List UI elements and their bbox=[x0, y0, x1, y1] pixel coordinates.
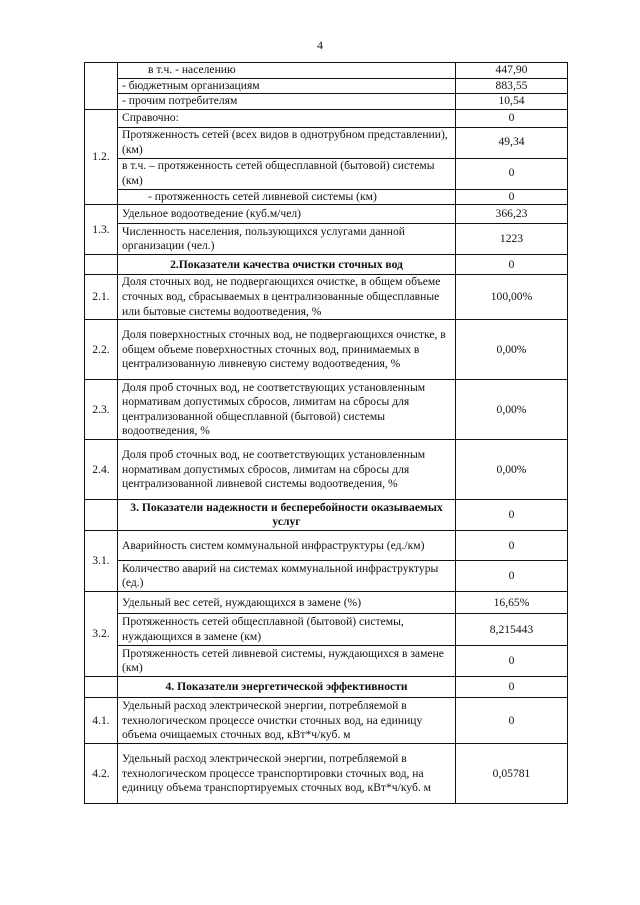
row-value-cell: 1223 bbox=[456, 224, 568, 255]
row-value-cell: 0 bbox=[456, 500, 568, 531]
row-value-cell: 0 bbox=[456, 677, 568, 698]
row-value-cell: 0 bbox=[456, 646, 568, 677]
row-number-cell: 1.3. bbox=[85, 205, 118, 255]
indicators-table bbox=[84, 62, 568, 804]
row-value-cell: 883,55 bbox=[456, 78, 568, 94]
row-name-cell: Доля проб сточных вод, не соответствующих установленным нормативам допустимых сбросов, лимитам на сбросы для централизованной ливневой системы водоотведения, % bbox=[118, 440, 456, 500]
section-title: 3. Показатели надежности и бесперебойности оказываемых услуг bbox=[118, 500, 456, 531]
row-name-cell: Удельный расход электрической энергии, потребляемой в технологическом процессе транспортировки сточных вод, на единицу объема транспортируемых сточных вод, кВт*ч/куб. м bbox=[118, 744, 456, 804]
table-row bbox=[85, 205, 568, 224]
page-number: 4 bbox=[317, 38, 323, 52]
table-row bbox=[85, 744, 568, 804]
row-value-cell: 0 bbox=[456, 189, 568, 205]
row-name-cell: Количество аварий на системах коммунальной инфраструктуры (ед.) bbox=[118, 561, 456, 592]
row-value-cell: 0,05781 bbox=[456, 744, 568, 804]
row-value-cell: 10,54 bbox=[456, 94, 568, 110]
row-name-cell: - протяженность сетей ливневой системы (км) bbox=[118, 189, 456, 205]
row-name-cell: Удельный вес сетей, нуждающихся в замене (%) bbox=[118, 592, 456, 614]
row-value-cell: 0 bbox=[456, 698, 568, 744]
row-value-cell: 0 bbox=[456, 158, 568, 189]
table-row bbox=[85, 614, 568, 646]
table-row bbox=[85, 224, 568, 255]
row-value-cell: 8,215443 bbox=[456, 614, 568, 646]
row-name-cell: в т.ч. - населению bbox=[118, 63, 456, 79]
row-name-cell: Аварийность систем коммунальной инфраструктуры (ед./км) bbox=[118, 531, 456, 561]
row-name-cell: Численность населения, пользующихся услугами данной организации (чел.) bbox=[118, 224, 456, 255]
table-row bbox=[85, 109, 568, 127]
row-number-cell: 2.2. bbox=[85, 320, 118, 380]
row-value-cell: 16,65% bbox=[456, 592, 568, 614]
row-name-cell: Удельный расход электрической энергии, потребляемой в технологическом процессе очистки сточных вод, на единицу объема очищаемых сточных вод, кВт*ч/куб. м bbox=[118, 698, 456, 744]
row-number-cell: 3.1. bbox=[85, 531, 118, 592]
section-header-row bbox=[85, 500, 568, 531]
row-value-cell: 366,23 bbox=[456, 205, 568, 224]
row-name-cell: Протяженность сетей общесплавной (бытовой) системы, нуждающихся в замене (км) bbox=[118, 614, 456, 646]
row-number-cell bbox=[85, 677, 118, 698]
table-row bbox=[85, 127, 568, 158]
section-header-row bbox=[85, 255, 568, 275]
table-row bbox=[85, 158, 568, 189]
row-name-cell: Доля сточных вод, не подвергающихся очистке, в общем объеме сточных вод, сбрасываемых в централизованные общесплавные или бытовые системы водоотведения, % bbox=[118, 275, 456, 320]
row-value-cell: 0,00% bbox=[456, 320, 568, 380]
table-row bbox=[85, 646, 568, 677]
table-row bbox=[85, 531, 568, 561]
table-row bbox=[85, 94, 568, 110]
row-name-cell: - бюджетным организациям bbox=[118, 78, 456, 94]
row-name-cell: Доля проб сточных вод, не соответствующих установленным нормативам допустимых сбросов, лимитам на сбросы для централизованной общесплавной (бытовой) системы водоотведения, % bbox=[118, 380, 456, 440]
row-value-cell: 447,90 bbox=[456, 63, 568, 79]
section-header-row bbox=[85, 677, 568, 698]
table-row bbox=[85, 63, 568, 79]
table-row bbox=[85, 320, 568, 380]
table-row bbox=[85, 561, 568, 592]
row-value-cell: 0 bbox=[456, 561, 568, 592]
row-number-cell: 2.3. bbox=[85, 380, 118, 440]
row-value-cell: 0,00% bbox=[456, 440, 568, 500]
table-row bbox=[85, 380, 568, 440]
table-row bbox=[85, 698, 568, 744]
row-name-cell: Протяженность сетей ливневой системы, нуждающихся в замене (км) bbox=[118, 646, 456, 677]
row-value-cell: 0 bbox=[456, 531, 568, 561]
row-name-cell: Протяженность сетей (всех видов в однотрубном представлении), (км) bbox=[118, 127, 456, 158]
section-title: 2.Показатели качества очистки сточных вод bbox=[118, 255, 456, 275]
table-row bbox=[85, 592, 568, 614]
row-value-cell: 0 bbox=[456, 255, 568, 275]
row-number-cell bbox=[85, 63, 118, 110]
row-value-cell: 100,00% bbox=[456, 275, 568, 320]
table-row bbox=[85, 275, 568, 320]
row-name-cell: Удельное водоотведение (куб.м/чел) bbox=[118, 205, 456, 224]
row-number-cell bbox=[85, 255, 118, 275]
row-number-cell: 1.2. bbox=[85, 109, 118, 205]
row-number-cell: 2.1. bbox=[85, 275, 118, 320]
row-number-cell: 4.1. bbox=[85, 698, 118, 744]
section-title: 4. Показатели энергетической эффективности bbox=[118, 677, 456, 698]
row-value-cell: 0,00% bbox=[456, 380, 568, 440]
row-value-cell: 49,34 bbox=[456, 127, 568, 158]
row-number-cell: 4.2. bbox=[85, 744, 118, 804]
row-number-cell: 2.4. bbox=[85, 440, 118, 500]
row-name-cell: Доля поверхностных сточных вод, не подвергающихся очистке, в общем объеме поверхностных сточных вод, принимаемых в централизованную ливневую систему водоотведения, % bbox=[118, 320, 456, 380]
row-number-cell: 3.2. bbox=[85, 592, 118, 677]
table-row bbox=[85, 78, 568, 94]
table-row bbox=[85, 440, 568, 500]
row-value-cell: 0 bbox=[456, 109, 568, 127]
row-name-cell: в т.ч. – протяженность сетей общесплавной (бытовой) системы (км) bbox=[118, 158, 456, 189]
row-number-cell bbox=[85, 500, 118, 531]
row-name-cell: - прочим потребителям bbox=[118, 94, 456, 110]
row-name-cell: Справочно: bbox=[118, 109, 456, 127]
table-row bbox=[85, 189, 568, 205]
